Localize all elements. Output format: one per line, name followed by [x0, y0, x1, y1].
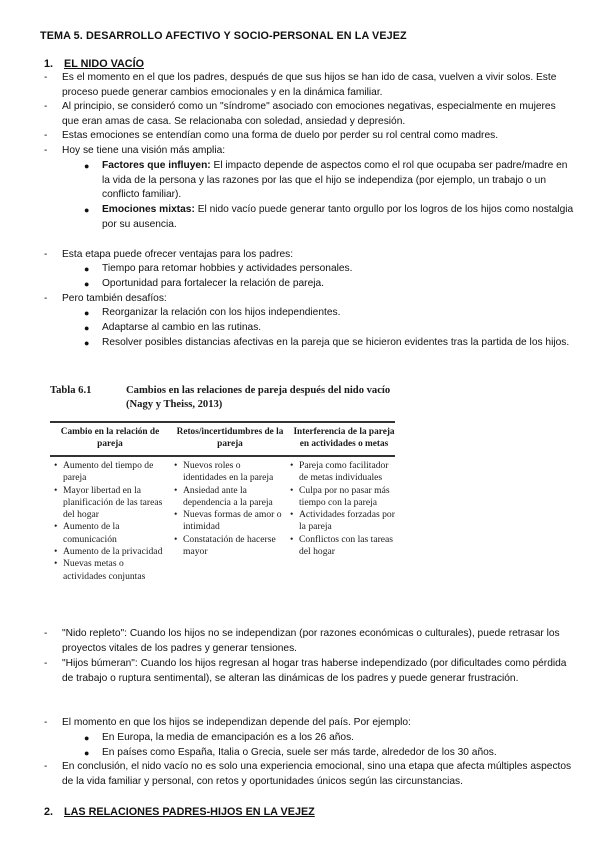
- paragraph-duelo: - Estas emociones se entendían como una forma de duelo por perder su rol central como madres.: [44, 129, 574, 144]
- table-cell: • Culpa por no pasar más tiempo con la pareja: [290, 484, 390, 508]
- bullet-adaptarse: ● Adaptarse al cambio en las rutinas.: [84, 321, 574, 336]
- paragraph-definicion: - Es el momento en el que los padres, después de que sus hijos se han ido de casa, vuelven a vivir solos. Este proceso puede generar cambios emocionales y en la dinámica familiar.: [44, 72, 557, 98]
- bullet-dot-icon: ●: [84, 308, 90, 318]
- bullet-europa: ● En Europa, la media de emancipación es a los 26 años.: [84, 731, 574, 746]
- bullet-dot-icon: ●: [84, 733, 90, 743]
- bullet-dot-icon: ●: [84, 338, 90, 348]
- paragraph-hijos-bumeran: - "Hijos búmeran": Cuando los hijos regresan al hogar tras haberse independizado (por dificultades como pérdida de trabajo o ruptura sentimental), se alteran las dinámicas de los padres y puede generar frustración.: [44, 658, 567, 684]
- table-top-rule: [50, 421, 395, 423]
- dash-marker: -: [44, 249, 48, 260]
- table-cell: • Pareja como facilitador de metas individuales: [290, 460, 389, 484]
- paragraph-sindrome: - Al principio, se consideró como un "síndrome" asociado con emociones negativas, especialmente en mujeres que eran amas de casa. Se relacionaba con soledad, ansiedad y depresión.: [44, 101, 556, 127]
- table-header-col3: Interferencia de la pareja en actividades o metas: [293, 427, 395, 449]
- dash-marker: -: [44, 72, 48, 83]
- table-cell: • Ansiedad ante la dependencia a la pareja: [174, 484, 273, 508]
- dash-marker: -: [44, 293, 48, 304]
- bullet-dot-icon: ●: [84, 323, 90, 333]
- dash-marker: -: [44, 101, 48, 112]
- bullet-espana: ● En países como España, Italia o Grecia, suele ser más tarde, alrededor de los 30 años.: [84, 746, 574, 761]
- table-figure: [50, 384, 400, 582]
- section-number: 2.: [44, 806, 54, 818]
- table-cell: • Aumento del tiempo de pareja: [54, 460, 154, 484]
- paragraph-nido-repleto: - "Nido repleto": Cuando los hijos no se independizan (por razones económicas o culturales), puede retrasar los proyectos vitales de los padres y generar tensiones.: [44, 628, 560, 654]
- table-col2: [174, 460, 286, 558]
- table-cell: • Aumento de la comunicación: [54, 521, 120, 545]
- table-title: Cambios en las relaciones de pareja después del nido vacío (Nagy y Theiss, 2013): [126, 385, 391, 410]
- table-header-col1: Cambio en la relación de pareja: [60, 427, 160, 449]
- bullet-factores: ● Factores que influyen: El impacto depende de aspectos como el rol que ocupaba ser padre/madre en la vida de la persona y las razones por las que el hijo se independiza (por ejemplo, un trabajo o un conflicto familiar).: [84, 160, 568, 201]
- bullet-emociones: ● Emociones mixtas: El nido vacío puede generar tanto orgullo por los logros de los hijos como nostalgia por su ausencia.: [84, 204, 574, 230]
- bullet-dot-icon: ●: [84, 279, 90, 289]
- bullet-dot-icon: ●: [84, 748, 90, 758]
- paragraph-pais: - El momento en que los hijos se independizan depende del país. Por ejemplo:: [44, 716, 574, 731]
- paragraph-ventajas: - Esta etapa puede ofrecer ventajas para los padres:: [44, 248, 574, 263]
- table-header-rule: [50, 455, 395, 457]
- bullet-dot-icon: ●: [84, 161, 90, 171]
- page-title: TEMA 5. DESARROLLO AFECTIVO Y SOCIO-PERSONAL EN LA VEJEZ: [40, 30, 407, 42]
- table-col3: [290, 460, 398, 558]
- dash-marker: -: [44, 130, 48, 141]
- bullet-reorganizar: ● Reorganizar la relación con los hijos independientes.: [84, 306, 574, 321]
- section-number: 1.: [44, 58, 54, 70]
- section-heading-nido-vacio: [44, 58, 144, 70]
- bullet-distancias: ● Resolver posibles distancias afectivas en la pareja que se hicieron evidentes tras la partida de los hijos.: [84, 336, 574, 351]
- table-cell: • Nuevas metas o actividades conjuntas: [54, 558, 146, 582]
- paragraph-desafios: - Pero también desafíos:: [44, 292, 574, 307]
- section-heading-relaciones: [44, 806, 315, 818]
- dash-marker: -: [44, 761, 48, 772]
- section-label: LAS RELACIONES PADRES-HIJOS EN LA VEJEZ: [64, 806, 315, 818]
- paragraph-conclusion: - En conclusión, el nido vacío no es solo una experiencia emocional, sino una etapa que afecta múltiples aspectos de la vida familiar y personal, con retos y oportunidades únicos según las circunstancias.: [44, 761, 572, 787]
- bullet-hobbies: ● Tiempo para retomar hobbies y actividades personales.: [84, 262, 574, 277]
- table-number: Tabla 6.1: [50, 385, 92, 396]
- bullet-dot-icon: ●: [84, 205, 90, 215]
- bullet-pareja: ● Oportunidad para fortalecer la relación de pareja.: [84, 277, 574, 292]
- table-cell: • Constatación de hacerse mayor: [174, 533, 276, 558]
- dash-marker: -: [44, 628, 48, 639]
- bullet-dot-icon: ●: [84, 264, 90, 274]
- table-col1: [54, 460, 166, 583]
- section-label: EL NIDO VACÍO: [64, 58, 144, 70]
- table-cell: • Conflictos con las tareas del hogar: [290, 533, 394, 558]
- table-caption: [50, 384, 400, 416]
- dash-marker: -: [44, 717, 48, 728]
- table-cell: • Actividades forzadas por la pareja: [290, 509, 395, 533]
- paragraph-vision-amplia: - Hoy se tiene una visión más amplia:: [44, 144, 574, 159]
- table-cell: • Mayor libertad en la planificación de las tareas del hogar: [54, 484, 163, 521]
- table-header-col2: Retos/incertidumbres de la pareja: [176, 427, 284, 449]
- table-cell: • Nuevas formas de amor o intimidad: [174, 509, 282, 533]
- table-cell: • Nuevos roles o identidades en la pareja: [174, 460, 274, 484]
- dash-marker: -: [44, 145, 48, 156]
- table-cell: • Aumento de la privacidad: [54, 546, 163, 558]
- dash-marker: -: [44, 658, 48, 669]
